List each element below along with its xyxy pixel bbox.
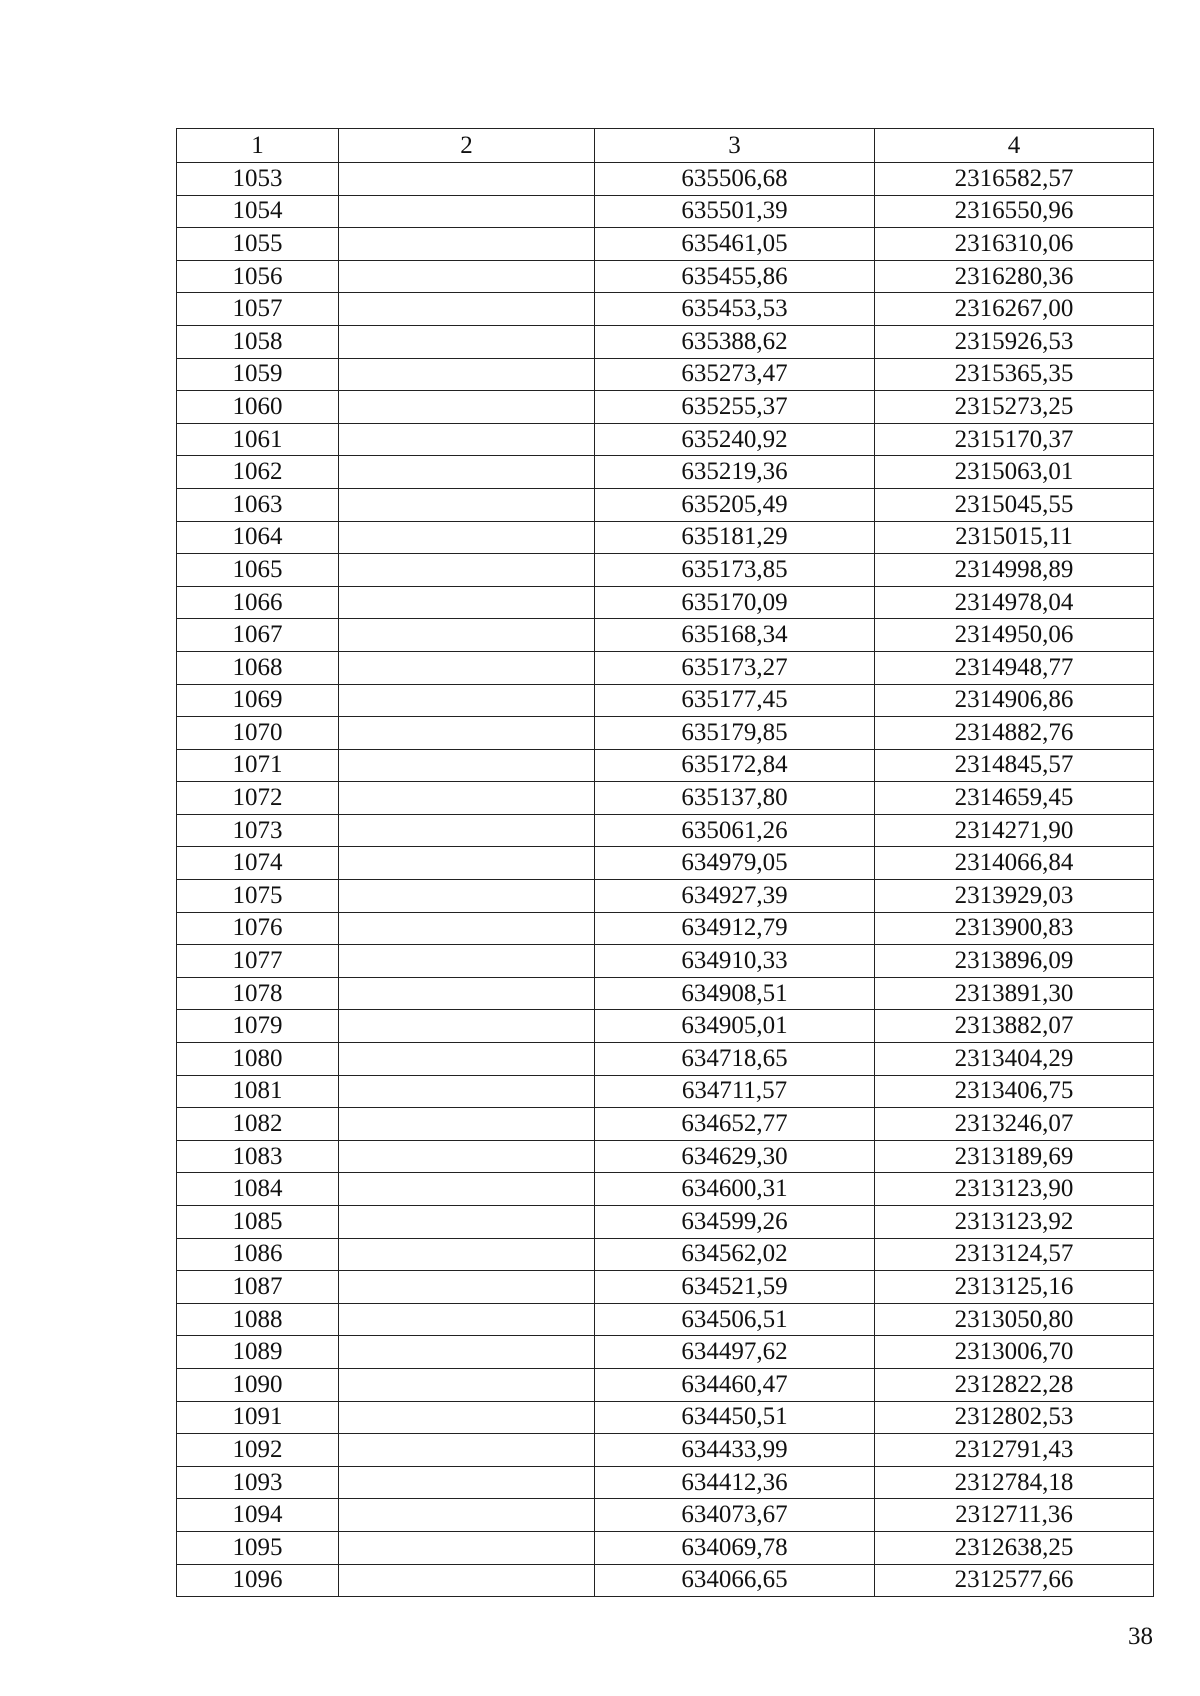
table-row bbox=[177, 651, 1154, 684]
point-number-cell: 1082 bbox=[177, 1108, 339, 1141]
empty-cell bbox=[339, 1368, 595, 1401]
table-row bbox=[177, 521, 1154, 554]
x-coordinate-cell: 634718,65 bbox=[595, 1043, 875, 1076]
column-header: 4 bbox=[875, 129, 1154, 163]
x-coordinate-cell: 635388,62 bbox=[595, 325, 875, 358]
x-coordinate-cell: 634433,99 bbox=[595, 1434, 875, 1467]
column-header: 2 bbox=[339, 129, 595, 163]
empty-cell bbox=[339, 1010, 595, 1043]
table-row bbox=[177, 749, 1154, 782]
table-row bbox=[177, 912, 1154, 945]
table-row bbox=[177, 228, 1154, 261]
x-coordinate-cell: 634506,51 bbox=[595, 1303, 875, 1336]
x-coordinate-cell: 635181,29 bbox=[595, 521, 875, 554]
page-number: 38 bbox=[1128, 1623, 1153, 1650]
table-row bbox=[177, 1368, 1154, 1401]
point-number-cell: 1073 bbox=[177, 814, 339, 847]
table-row bbox=[177, 195, 1154, 228]
x-coordinate-cell: 634450,51 bbox=[595, 1401, 875, 1434]
x-coordinate-cell: 634912,79 bbox=[595, 912, 875, 945]
empty-cell bbox=[339, 358, 595, 391]
empty-cell bbox=[339, 1564, 595, 1597]
table-row bbox=[177, 847, 1154, 880]
point-number-cell: 1090 bbox=[177, 1368, 339, 1401]
table-row bbox=[177, 1303, 1154, 1336]
point-number-cell: 1084 bbox=[177, 1173, 339, 1206]
x-coordinate-cell: 635173,85 bbox=[595, 554, 875, 587]
y-coordinate-cell: 2313050,80 bbox=[875, 1303, 1154, 1336]
empty-cell bbox=[339, 554, 595, 587]
x-coordinate-cell: 635177,45 bbox=[595, 684, 875, 717]
y-coordinate-cell: 2313406,75 bbox=[875, 1075, 1154, 1108]
y-coordinate-cell: 2314906,86 bbox=[875, 684, 1154, 717]
empty-cell bbox=[339, 1140, 595, 1173]
table-row bbox=[177, 1108, 1154, 1141]
point-number-cell: 1081 bbox=[177, 1075, 339, 1108]
point-number-cell: 1091 bbox=[177, 1401, 339, 1434]
y-coordinate-cell: 2312822,28 bbox=[875, 1368, 1154, 1401]
empty-cell bbox=[339, 391, 595, 424]
x-coordinate-cell: 634711,57 bbox=[595, 1075, 875, 1108]
y-coordinate-cell: 2312784,18 bbox=[875, 1466, 1154, 1499]
point-number-cell: 1060 bbox=[177, 391, 339, 424]
y-coordinate-cell: 2315926,53 bbox=[875, 325, 1154, 358]
header-row bbox=[177, 129, 1154, 163]
table-row bbox=[177, 684, 1154, 717]
table-row bbox=[177, 1075, 1154, 1108]
point-number-cell: 1054 bbox=[177, 195, 339, 228]
y-coordinate-cell: 2313929,03 bbox=[875, 880, 1154, 913]
point-number-cell: 1055 bbox=[177, 228, 339, 261]
empty-cell bbox=[339, 1434, 595, 1467]
x-coordinate-cell: 634521,59 bbox=[595, 1271, 875, 1304]
empty-cell bbox=[339, 325, 595, 358]
empty-cell bbox=[339, 521, 595, 554]
empty-cell bbox=[339, 586, 595, 619]
point-number-cell: 1095 bbox=[177, 1531, 339, 1564]
empty-cell bbox=[339, 228, 595, 261]
point-number-cell: 1064 bbox=[177, 521, 339, 554]
table-row bbox=[177, 1140, 1154, 1173]
empty-cell bbox=[339, 1238, 595, 1271]
empty-cell bbox=[339, 814, 595, 847]
x-coordinate-cell: 634652,77 bbox=[595, 1108, 875, 1141]
point-number-cell: 1083 bbox=[177, 1140, 339, 1173]
empty-cell bbox=[339, 456, 595, 489]
empty-cell bbox=[339, 1108, 595, 1141]
table-row bbox=[177, 1564, 1154, 1597]
x-coordinate-cell: 634629,30 bbox=[595, 1140, 875, 1173]
y-coordinate-cell: 2315365,35 bbox=[875, 358, 1154, 391]
x-coordinate-cell: 634905,01 bbox=[595, 1010, 875, 1043]
point-number-cell: 1061 bbox=[177, 423, 339, 456]
y-coordinate-cell: 2315015,11 bbox=[875, 521, 1154, 554]
x-coordinate-cell: 634497,62 bbox=[595, 1336, 875, 1369]
x-coordinate-cell: 635501,39 bbox=[595, 195, 875, 228]
point-number-cell: 1093 bbox=[177, 1466, 339, 1499]
table-row bbox=[177, 977, 1154, 1010]
y-coordinate-cell: 2313125,16 bbox=[875, 1271, 1154, 1304]
x-coordinate-cell: 635170,09 bbox=[595, 586, 875, 619]
y-coordinate-cell: 2315273,25 bbox=[875, 391, 1154, 424]
x-coordinate-cell: 634927,39 bbox=[595, 880, 875, 913]
table-row bbox=[177, 325, 1154, 358]
y-coordinate-cell: 2315063,01 bbox=[875, 456, 1154, 489]
x-coordinate-cell: 635453,53 bbox=[595, 293, 875, 326]
point-number-cell: 1087 bbox=[177, 1271, 339, 1304]
point-number-cell: 1088 bbox=[177, 1303, 339, 1336]
empty-cell bbox=[339, 423, 595, 456]
table-row bbox=[177, 456, 1154, 489]
x-coordinate-cell: 634066,65 bbox=[595, 1564, 875, 1597]
y-coordinate-cell: 2312711,36 bbox=[875, 1499, 1154, 1532]
x-coordinate-cell: 635172,84 bbox=[595, 749, 875, 782]
empty-cell bbox=[339, 684, 595, 717]
table-row bbox=[177, 260, 1154, 293]
table-row bbox=[177, 1206, 1154, 1239]
coordinates-table bbox=[176, 128, 1154, 1597]
x-coordinate-cell: 635461,05 bbox=[595, 228, 875, 261]
table-row bbox=[177, 1173, 1154, 1206]
point-number-cell: 1069 bbox=[177, 684, 339, 717]
y-coordinate-cell: 2313124,57 bbox=[875, 1238, 1154, 1271]
point-number-cell: 1059 bbox=[177, 358, 339, 391]
x-coordinate-cell: 635455,86 bbox=[595, 260, 875, 293]
empty-cell bbox=[339, 782, 595, 815]
table-row bbox=[177, 554, 1154, 587]
x-coordinate-cell: 635240,92 bbox=[595, 423, 875, 456]
point-number-cell: 1094 bbox=[177, 1499, 339, 1532]
x-coordinate-cell: 634979,05 bbox=[595, 847, 875, 880]
point-number-cell: 1058 bbox=[177, 325, 339, 358]
y-coordinate-cell: 2312802,53 bbox=[875, 1401, 1154, 1434]
empty-cell bbox=[339, 977, 595, 1010]
y-coordinate-cell: 2313404,29 bbox=[875, 1043, 1154, 1076]
y-coordinate-cell: 2312791,43 bbox=[875, 1434, 1154, 1467]
point-number-cell: 1066 bbox=[177, 586, 339, 619]
y-coordinate-cell: 2312577,66 bbox=[875, 1564, 1154, 1597]
table-header bbox=[177, 129, 1154, 163]
table-row bbox=[177, 1531, 1154, 1564]
empty-cell bbox=[339, 1303, 595, 1336]
empty-cell bbox=[339, 912, 595, 945]
y-coordinate-cell: 2316550,96 bbox=[875, 195, 1154, 228]
y-coordinate-cell: 2314950,06 bbox=[875, 619, 1154, 652]
empty-cell bbox=[339, 1075, 595, 1108]
y-coordinate-cell: 2316582,57 bbox=[875, 163, 1154, 196]
table-row bbox=[177, 717, 1154, 750]
point-number-cell: 1071 bbox=[177, 749, 339, 782]
x-coordinate-cell: 634412,36 bbox=[595, 1466, 875, 1499]
y-coordinate-cell: 2313882,07 bbox=[875, 1010, 1154, 1043]
table-row bbox=[177, 163, 1154, 196]
x-coordinate-cell: 634599,26 bbox=[595, 1206, 875, 1239]
point-number-cell: 1053 bbox=[177, 163, 339, 196]
point-number-cell: 1063 bbox=[177, 488, 339, 521]
table-row bbox=[177, 1271, 1154, 1304]
y-coordinate-cell: 2315170,37 bbox=[875, 423, 1154, 456]
empty-cell bbox=[339, 488, 595, 521]
y-coordinate-cell: 2314882,76 bbox=[875, 717, 1154, 750]
point-number-cell: 1068 bbox=[177, 651, 339, 684]
empty-cell bbox=[339, 847, 595, 880]
point-number-cell: 1080 bbox=[177, 1043, 339, 1076]
y-coordinate-cell: 2314271,90 bbox=[875, 814, 1154, 847]
point-number-cell: 1072 bbox=[177, 782, 339, 815]
point-number-cell: 1065 bbox=[177, 554, 339, 587]
table-row bbox=[177, 1434, 1154, 1467]
point-number-cell: 1078 bbox=[177, 977, 339, 1010]
empty-cell bbox=[339, 1401, 595, 1434]
table-row bbox=[177, 1010, 1154, 1043]
x-coordinate-cell: 634600,31 bbox=[595, 1173, 875, 1206]
table-row bbox=[177, 586, 1154, 619]
empty-cell bbox=[339, 1336, 595, 1369]
x-coordinate-cell: 635137,80 bbox=[595, 782, 875, 815]
y-coordinate-cell: 2313246,07 bbox=[875, 1108, 1154, 1141]
x-coordinate-cell: 635061,26 bbox=[595, 814, 875, 847]
empty-cell bbox=[339, 293, 595, 326]
x-coordinate-cell: 635255,37 bbox=[595, 391, 875, 424]
y-coordinate-cell: 2313123,92 bbox=[875, 1206, 1154, 1239]
table-row bbox=[177, 1401, 1154, 1434]
column-header: 1 bbox=[177, 129, 339, 163]
y-coordinate-cell: 2313891,30 bbox=[875, 977, 1154, 1010]
point-number-cell: 1075 bbox=[177, 880, 339, 913]
y-coordinate-cell: 2314978,04 bbox=[875, 586, 1154, 619]
point-number-cell: 1056 bbox=[177, 260, 339, 293]
table-row bbox=[177, 814, 1154, 847]
table-row bbox=[177, 619, 1154, 652]
empty-cell bbox=[339, 1466, 595, 1499]
y-coordinate-cell: 2313123,90 bbox=[875, 1173, 1154, 1206]
x-coordinate-cell: 635273,47 bbox=[595, 358, 875, 391]
x-coordinate-cell: 634908,51 bbox=[595, 977, 875, 1010]
point-number-cell: 1076 bbox=[177, 912, 339, 945]
table-row bbox=[177, 1238, 1154, 1271]
x-coordinate-cell: 635219,36 bbox=[595, 456, 875, 489]
point-number-cell: 1067 bbox=[177, 619, 339, 652]
point-number-cell: 1079 bbox=[177, 1010, 339, 1043]
point-number-cell: 1092 bbox=[177, 1434, 339, 1467]
x-coordinate-cell: 635168,34 bbox=[595, 619, 875, 652]
table-row bbox=[177, 358, 1154, 391]
point-number-cell: 1070 bbox=[177, 717, 339, 750]
table-row bbox=[177, 1336, 1154, 1369]
empty-cell bbox=[339, 945, 595, 978]
table-row bbox=[177, 293, 1154, 326]
point-number-cell: 1062 bbox=[177, 456, 339, 489]
y-coordinate-cell: 2314845,57 bbox=[875, 749, 1154, 782]
table-row bbox=[177, 423, 1154, 456]
point-number-cell: 1085 bbox=[177, 1206, 339, 1239]
y-coordinate-cell: 2314659,45 bbox=[875, 782, 1154, 815]
x-coordinate-cell: 634069,78 bbox=[595, 1531, 875, 1564]
empty-cell bbox=[339, 1271, 595, 1304]
y-coordinate-cell: 2315045,55 bbox=[875, 488, 1154, 521]
y-coordinate-cell: 2313900,83 bbox=[875, 912, 1154, 945]
table-row bbox=[177, 391, 1154, 424]
y-coordinate-cell: 2314066,84 bbox=[875, 847, 1154, 880]
y-coordinate-cell: 2314998,89 bbox=[875, 554, 1154, 587]
y-coordinate-cell: 2316280,36 bbox=[875, 260, 1154, 293]
point-number-cell: 1057 bbox=[177, 293, 339, 326]
point-number-cell: 1074 bbox=[177, 847, 339, 880]
empty-cell bbox=[339, 260, 595, 293]
x-coordinate-cell: 634562,02 bbox=[595, 1238, 875, 1271]
empty-cell bbox=[339, 1499, 595, 1532]
y-coordinate-cell: 2312638,25 bbox=[875, 1531, 1154, 1564]
empty-cell bbox=[339, 1043, 595, 1076]
table-row bbox=[177, 782, 1154, 815]
table-row bbox=[177, 488, 1154, 521]
table-row bbox=[177, 880, 1154, 913]
empty-cell bbox=[339, 749, 595, 782]
y-coordinate-cell: 2313006,70 bbox=[875, 1336, 1154, 1369]
x-coordinate-cell: 634073,67 bbox=[595, 1499, 875, 1532]
column-header: 3 bbox=[595, 129, 875, 163]
x-coordinate-cell: 635179,85 bbox=[595, 717, 875, 750]
y-coordinate-cell: 2316267,00 bbox=[875, 293, 1154, 326]
empty-cell bbox=[339, 163, 595, 196]
table-row bbox=[177, 1043, 1154, 1076]
table-row bbox=[177, 945, 1154, 978]
x-coordinate-cell: 635173,27 bbox=[595, 651, 875, 684]
table-body bbox=[177, 163, 1154, 1597]
empty-cell bbox=[339, 651, 595, 684]
table-row bbox=[177, 1466, 1154, 1499]
empty-cell bbox=[339, 880, 595, 913]
empty-cell bbox=[339, 1173, 595, 1206]
x-coordinate-cell: 634460,47 bbox=[595, 1368, 875, 1401]
y-coordinate-cell: 2316310,06 bbox=[875, 228, 1154, 261]
x-coordinate-cell: 634910,33 bbox=[595, 945, 875, 978]
x-coordinate-cell: 635506,68 bbox=[595, 163, 875, 196]
point-number-cell: 1077 bbox=[177, 945, 339, 978]
table-row bbox=[177, 1499, 1154, 1532]
y-coordinate-cell: 2313896,09 bbox=[875, 945, 1154, 978]
point-number-cell: 1089 bbox=[177, 1336, 339, 1369]
empty-cell bbox=[339, 195, 595, 228]
x-coordinate-cell: 635205,49 bbox=[595, 488, 875, 521]
point-number-cell: 1086 bbox=[177, 1238, 339, 1271]
empty-cell bbox=[339, 1206, 595, 1239]
empty-cell bbox=[339, 717, 595, 750]
point-number-cell: 1096 bbox=[177, 1564, 339, 1597]
empty-cell bbox=[339, 619, 595, 652]
y-coordinate-cell: 2313189,69 bbox=[875, 1140, 1154, 1173]
y-coordinate-cell: 2314948,77 bbox=[875, 651, 1154, 684]
empty-cell bbox=[339, 1531, 595, 1564]
